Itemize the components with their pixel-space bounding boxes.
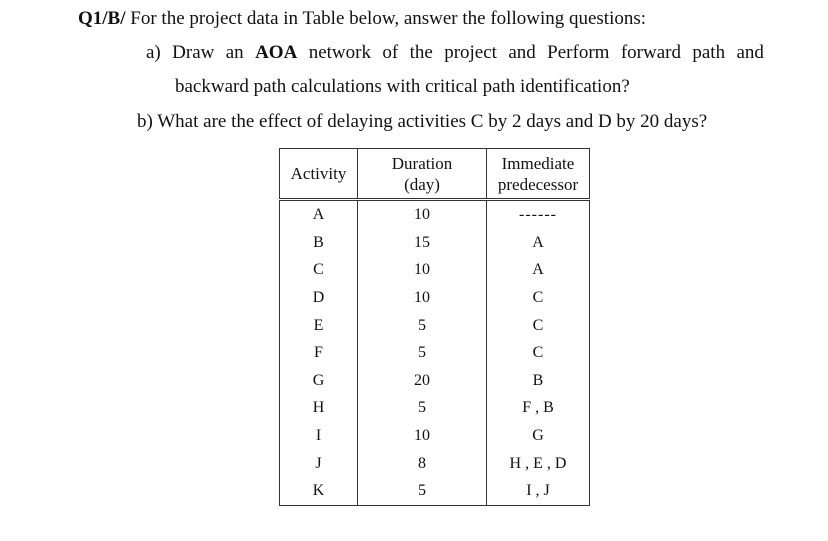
part-a-word: and — [508, 42, 536, 63]
activity-table — [279, 148, 590, 506]
part-a-word: Draw — [172, 42, 215, 63]
duration-cell: 8 — [358, 449, 487, 477]
part-a-line-2: backward path calculations with critical path identification? — [175, 76, 630, 97]
predecessor-cell: C — [487, 339, 590, 367]
duration-cell: 5 — [358, 477, 487, 505]
part-a-word: an — [225, 42, 244, 63]
duration-cell: 10 — [358, 200, 487, 229]
part-a-word: path — [692, 42, 726, 63]
table-row — [280, 200, 590, 229]
activity-cell: E — [280, 311, 358, 339]
table-row — [280, 311, 590, 339]
duration-cell: 10 — [358, 284, 487, 312]
predecessor-cell: H , E , D — [487, 449, 590, 477]
activity-cell: J — [280, 449, 358, 477]
table-header-row — [280, 149, 590, 200]
predecessor-cell: A — [487, 229, 590, 257]
part-a-word: forward — [620, 42, 681, 63]
predecessor-cell: C — [487, 311, 590, 339]
activity-cell: H — [280, 394, 358, 422]
part-a-word: of — [382, 42, 399, 63]
table-row — [280, 477, 590, 505]
predecessor-cell: B — [487, 367, 590, 395]
part-a-line-1 — [146, 42, 764, 64]
part-a-label: a) — [146, 42, 161, 63]
table-row — [280, 256, 590, 284]
table-row — [280, 422, 590, 450]
part-a-word: project — [444, 42, 497, 63]
duration-cell: 10 — [358, 422, 487, 450]
activity-cell: C — [280, 256, 358, 284]
part-a-word: and — [736, 42, 764, 63]
table-row — [280, 284, 590, 312]
part-a-word: network — [308, 42, 371, 63]
duration-cell: 15 — [358, 229, 487, 257]
header-duration: Duration (day) — [358, 149, 487, 200]
table-row — [280, 449, 590, 477]
part-b-label: b) — [137, 111, 153, 132]
duration-cell: 5 — [358, 394, 487, 422]
part-a-word: Perform — [547, 42, 610, 63]
header-activity: Activity — [280, 149, 358, 200]
table-row — [280, 367, 590, 395]
predecessor-cell: I , J — [487, 477, 590, 505]
duration-cell: 5 — [358, 339, 487, 367]
predecessor-cell: C — [487, 284, 590, 312]
activity-cell: K — [280, 477, 358, 505]
table-row — [280, 339, 590, 367]
activity-cell: G — [280, 367, 358, 395]
activity-cell: F — [280, 339, 358, 367]
duration-cell: 5 — [358, 311, 487, 339]
predecessor-cell: A — [487, 256, 590, 284]
question-number: Q1/B/ — [78, 8, 126, 29]
predecessor-cell: ------ — [487, 200, 590, 229]
part-b-line — [137, 111, 707, 133]
question-intro: For the project data in Table below, answer the following questions: — [125, 8, 647, 29]
table-row — [280, 229, 590, 257]
part-a-word: AOA — [255, 42, 298, 63]
activity-cell: A — [280, 200, 358, 229]
header-predecessor: Immediate predecessor — [487, 149, 590, 200]
duration-cell: 20 — [358, 367, 487, 395]
predecessor-cell: F , B — [487, 394, 590, 422]
part-a-word: the — [409, 42, 433, 63]
activity-cell: D — [280, 284, 358, 312]
duration-cell: 10 — [358, 256, 487, 284]
question-heading — [78, 8, 646, 30]
part-b-text: What are the effect of delaying activities C by 2 days and D by 20 days? — [157, 111, 708, 132]
activity-cell: I — [280, 422, 358, 450]
predecessor-cell: G — [487, 422, 590, 450]
activity-cell: B — [280, 229, 358, 257]
table-row — [280, 394, 590, 422]
